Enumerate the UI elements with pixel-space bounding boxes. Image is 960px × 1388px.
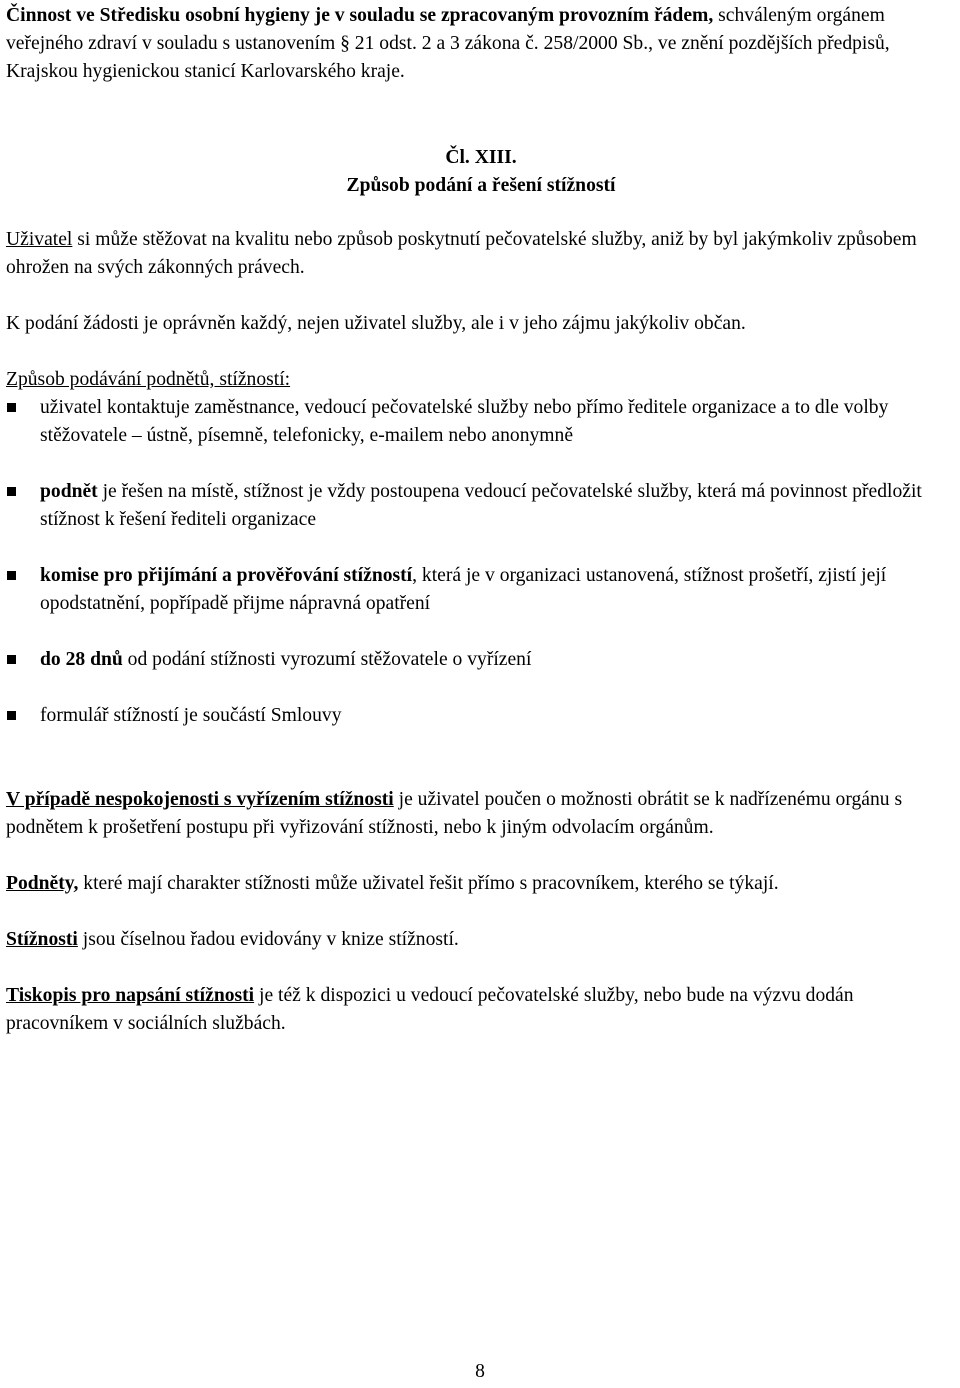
paragraph-eligibility: K podání žádosti je oprávněn každý, nejen uživatel služby, ale i v jeho zájmu jakýkoliv občan. bbox=[6, 313, 746, 334]
methods-heading: Způsob podávání podnětů, stížností: bbox=[6, 369, 291, 390]
paragraph-suggestions bbox=[6, 870, 956, 898]
paragraph-lead: Stížnosti bbox=[6, 929, 78, 950]
list-item-text: , která je v organizaci ustanovená, stížnost prošetří, zjistí její opodstatnění, popřípadě přijme nápravná opatření bbox=[40, 565, 887, 614]
intro-text: schváleným orgánem veřejného zdraví v souladu s ustanovením § 21 odst. 2 a 3 zákona č. 258/2000 Sb., ve znění pozdějších předpisů, Krajskou hygienickou stanicí Karlovarského kraje. bbox=[6, 5, 890, 82]
document-page bbox=[6, 0, 956, 1038]
paragraph-lead: V případě nespokojenosti s vyřízením stížnosti bbox=[6, 789, 394, 810]
list-item-bold: do 28 dnů bbox=[40, 649, 123, 670]
list-item-text: je řešen na místě, stížnost je vždy postoupena vedoucí pečovatelské služby, která má povinnost předložit stížnost k řešení řediteli organizace bbox=[40, 481, 922, 530]
intro-paragraph bbox=[6, 2, 956, 86]
paragraph-complaint-book bbox=[6, 926, 956, 954]
list-item bbox=[6, 394, 956, 450]
article-title: Způsob podání a řešení stížností bbox=[346, 175, 616, 196]
article-number: Čl. XIII. bbox=[445, 147, 517, 168]
paragraph-lead: Podněty, bbox=[6, 873, 79, 894]
list-item bbox=[6, 702, 956, 730]
paragraph-text: jsou číselnou řadou evidovány v knize stížností. bbox=[77, 929, 459, 950]
list-item-text: od podání stížnosti vyrozumí stěžovatele o vyřízení bbox=[122, 649, 532, 670]
page-number: 8 bbox=[475, 1361, 485, 1382]
list-item-bold: podnět bbox=[40, 481, 98, 502]
paragraph-lead: Uživatel bbox=[6, 229, 73, 250]
list-item bbox=[6, 562, 956, 618]
list-item bbox=[6, 646, 956, 674]
paragraph-text: si může stěžovat na kvalitu nebo způsob poskytnutí pečovatelské služby, aniž by byl jakýmkoliv způsobem ohrožen na svých zákonných právech. bbox=[6, 229, 917, 278]
paragraph-text: je též k dispozici u vedoucí pečovatelské služby, nebo bude na výzvu dodán pracovníkem v sociálních službách. bbox=[6, 985, 854, 1034]
list-item-bold: komise pro přijímání a prověřování stížností bbox=[40, 565, 413, 586]
intro-bold: Činnost ve Středisku osobní hygieny je v souladu se zpracovaným provozním řádem, bbox=[6, 5, 714, 26]
paragraph-dissatisfaction bbox=[6, 786, 956, 842]
paragraph-text: je uživatel poučen o možnosti obrátit se k nadřízenému orgánu s podnětem k prošetření postupu při vyřizování stížnosti, nebo k jiným odvolacím orgánům. bbox=[6, 789, 903, 838]
paragraph-user-complaint bbox=[6, 226, 956, 282]
list-item-text: uživatel kontaktuje zaměstnance, vedoucí pečovatelské služby nebo přímo ředitele organizace a to dle volby stěžovatele – ústně, písemně, telefonicky, e-mailem nebo anonymně bbox=[40, 397, 889, 446]
paragraph-lead: Tiskopis pro napsání stížnosti bbox=[6, 985, 255, 1006]
list-item-text: formulář stížností je součástí Smlouvy bbox=[40, 705, 342, 726]
paragraph-form bbox=[6, 982, 956, 1038]
list-item bbox=[6, 478, 956, 534]
methods-list bbox=[6, 394, 956, 730]
paragraph-text: které mají charakter stížnosti může uživatel řešit přímo s pracovníkem, kterého se týkají. bbox=[78, 873, 779, 894]
